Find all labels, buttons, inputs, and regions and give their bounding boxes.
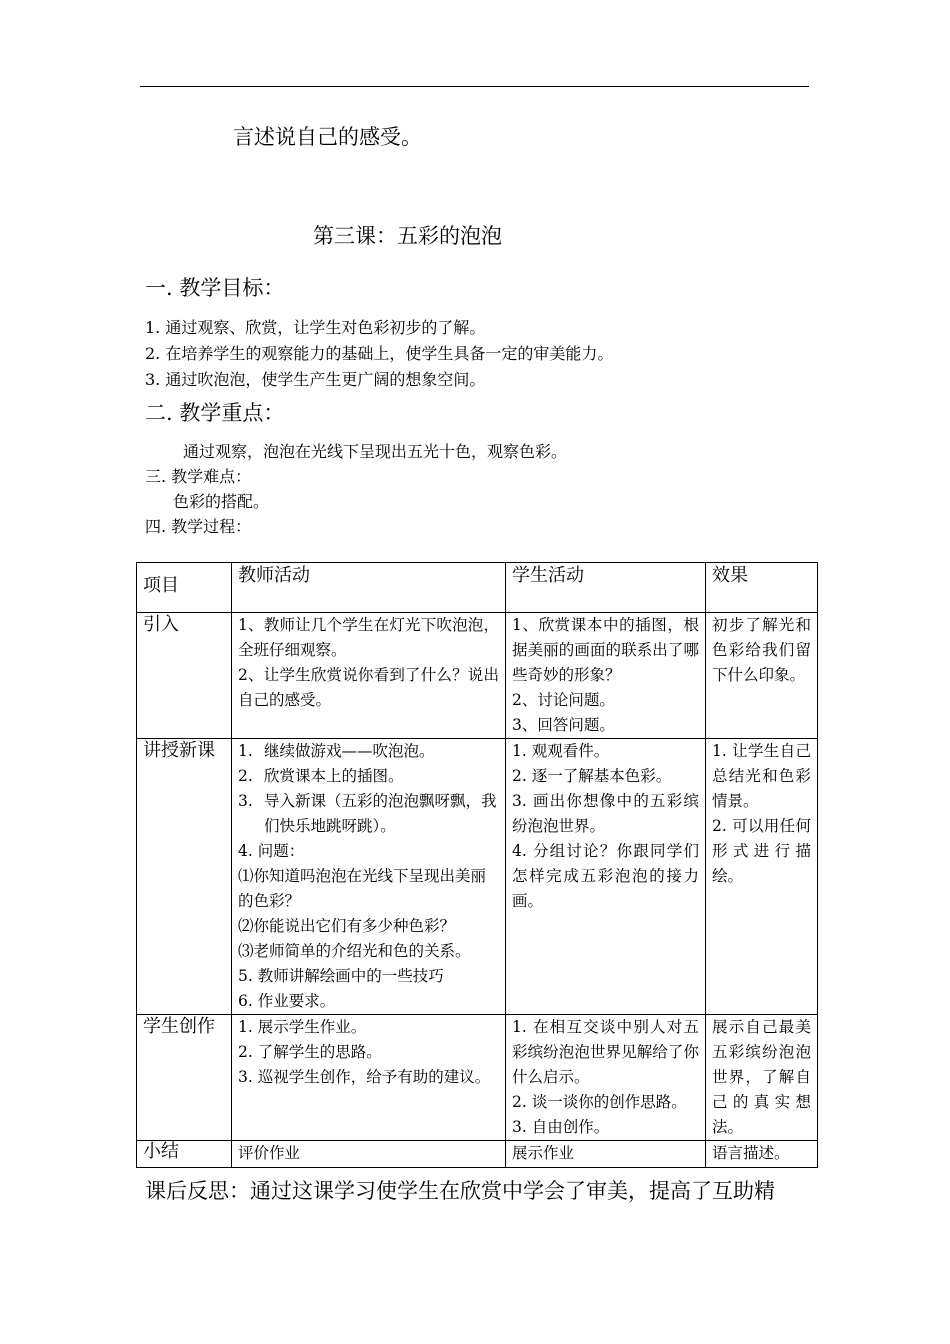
header-item: 项目	[137, 563, 232, 613]
list-item: 2. 了解学生的思路。	[238, 1043, 382, 1061]
header-teacher: 教师活动	[232, 563, 506, 613]
effect-cell	[706, 739, 818, 1015]
header-rule	[140, 86, 809, 87]
difficulty-text: 色彩的搭配。	[173, 492, 270, 511]
teacher-cell	[232, 739, 506, 1015]
student-cell	[506, 613, 706, 739]
section1-heading: 一. 教学目标：	[145, 276, 285, 300]
list-item: 2. 谈一谈你的创作思路。	[512, 1093, 687, 1111]
student-cell	[506, 1141, 706, 1168]
list-item: 1、欣赏课本中的插图，根据美丽的画面的联系出了哪些奇妙的形象？	[512, 616, 699, 684]
teaching-process-table	[136, 562, 818, 1168]
teacher-cell	[232, 1015, 506, 1141]
objective-item-3: 3. 通过吹泡泡，使学生产生更广阔的想象空间。	[145, 370, 486, 389]
key-point-text: 通过观察，泡泡在光线下呈现出五光十色，观察色彩。	[183, 442, 568, 461]
list-item	[238, 739, 499, 764]
teacher-cell	[232, 613, 506, 739]
list-item: 4. 问题：	[238, 842, 305, 860]
list-item	[238, 764, 499, 789]
list-number: 1.	[238, 742, 253, 760]
table-row	[137, 1015, 818, 1141]
list-item: 6. 作业要求。	[238, 992, 336, 1010]
teacher-cell	[232, 1141, 506, 1168]
table-row	[137, 1141, 818, 1168]
reflection-text: 课后反思：通过这课学习使学生在欣赏中学会了审美，提高了互助精	[145, 1179, 775, 1203]
student-cell	[506, 739, 706, 1015]
list-item: 4. 分组讨论？你跟同学们怎样完成五彩泡泡的接力画。	[512, 842, 699, 910]
header-effect: 效果	[706, 563, 818, 613]
list-text: 继续做游戏——吹泡泡。	[264, 742, 435, 760]
list-item: 初步了解光和色彩给我们留下什么印象。	[712, 616, 811, 684]
section3-heading: 三. 教学难点：	[145, 467, 252, 486]
list-item	[238, 789, 499, 839]
list-item: 2. 可以用任何形式进行描绘。	[712, 817, 811, 885]
objective-item-2: 2. 在培养学生的观察能力的基础上，使学生具备一定的审美能力。	[145, 344, 614, 363]
row-label: 学生创作	[137, 1015, 232, 1141]
list-number: 3.	[238, 792, 253, 810]
row-label: 讲授新课	[137, 739, 232, 1015]
list-item: 2. 逐一了解基本色彩。	[512, 767, 672, 785]
list-item: 3. 自由创作。	[512, 1118, 610, 1136]
table-header-row	[137, 563, 818, 613]
effect-cell	[706, 1141, 818, 1168]
student-cell	[506, 1015, 706, 1141]
objective-item-1: 1. 通过观察、欣赏，让学生对色彩初步的了解。	[145, 318, 486, 337]
table-row	[137, 613, 818, 739]
list-item: 2、讨论问题。	[512, 691, 615, 709]
list-item: 1. 让学生自己总结光和色彩情景。	[712, 742, 811, 810]
list-text: 导入新课（五彩的泡泡飘呀飘，我们快乐地跳呀跳）。	[264, 792, 497, 835]
list-item: 评价作业	[238, 1144, 301, 1162]
list-number: 2.	[238, 767, 253, 785]
list-item: 1. 在相互交谈中别人对五彩缤纷泡泡世界见解给了你什么启示。	[512, 1018, 699, 1086]
list-item: ⑵你能说出它们有多少种色彩？	[238, 917, 456, 935]
list-item: 1. 观观看件。	[512, 742, 610, 760]
list-item: 展示自己最美五彩缤纷泡泡世界，了解自己的真实想法。	[712, 1018, 811, 1136]
list-item: 2、让学生欣赏说你看到了什么？说出自己的感受。	[238, 666, 499, 709]
effect-cell	[706, 1015, 818, 1141]
row-label: 引入	[137, 613, 232, 739]
header-student: 学生活动	[506, 563, 706, 613]
lesson-title: 第三课：五彩的泡泡	[313, 224, 502, 248]
list-item: 3、回答问题。	[512, 716, 615, 734]
list-item: 3. 巡视学生创作，给予有助的建议。	[238, 1068, 491, 1086]
section4-heading: 四. 教学过程：	[145, 517, 252, 536]
list-text: 欣赏课本上的插图。	[264, 767, 404, 785]
list-item: ⑶老师简单的介绍光和色的关系。	[238, 942, 471, 960]
section2-heading: 二. 教学重点：	[145, 401, 285, 425]
list-item: 1. 展示学生作业。	[238, 1018, 367, 1036]
list-item: 展示作业	[512, 1144, 575, 1162]
intro-text: 言述说自己的感受。	[233, 125, 422, 149]
table-row	[137, 739, 818, 1015]
list-item: 5. 教师讲解绘画中的一些技巧	[238, 967, 444, 985]
list-item: ⑴你知道吗泡泡在光线下呈现出美丽的色彩？	[238, 867, 487, 910]
list-item: 3. 画出你想像中的五彩缤纷泡泡世界。	[512, 792, 699, 835]
row-label: 小结	[137, 1141, 232, 1168]
list-item: 1、教师让几个学生在灯光下吹泡泡，全班仔细观察。	[238, 616, 499, 659]
list-item: 语言描述。	[712, 1144, 790, 1162]
effect-cell	[706, 613, 818, 739]
